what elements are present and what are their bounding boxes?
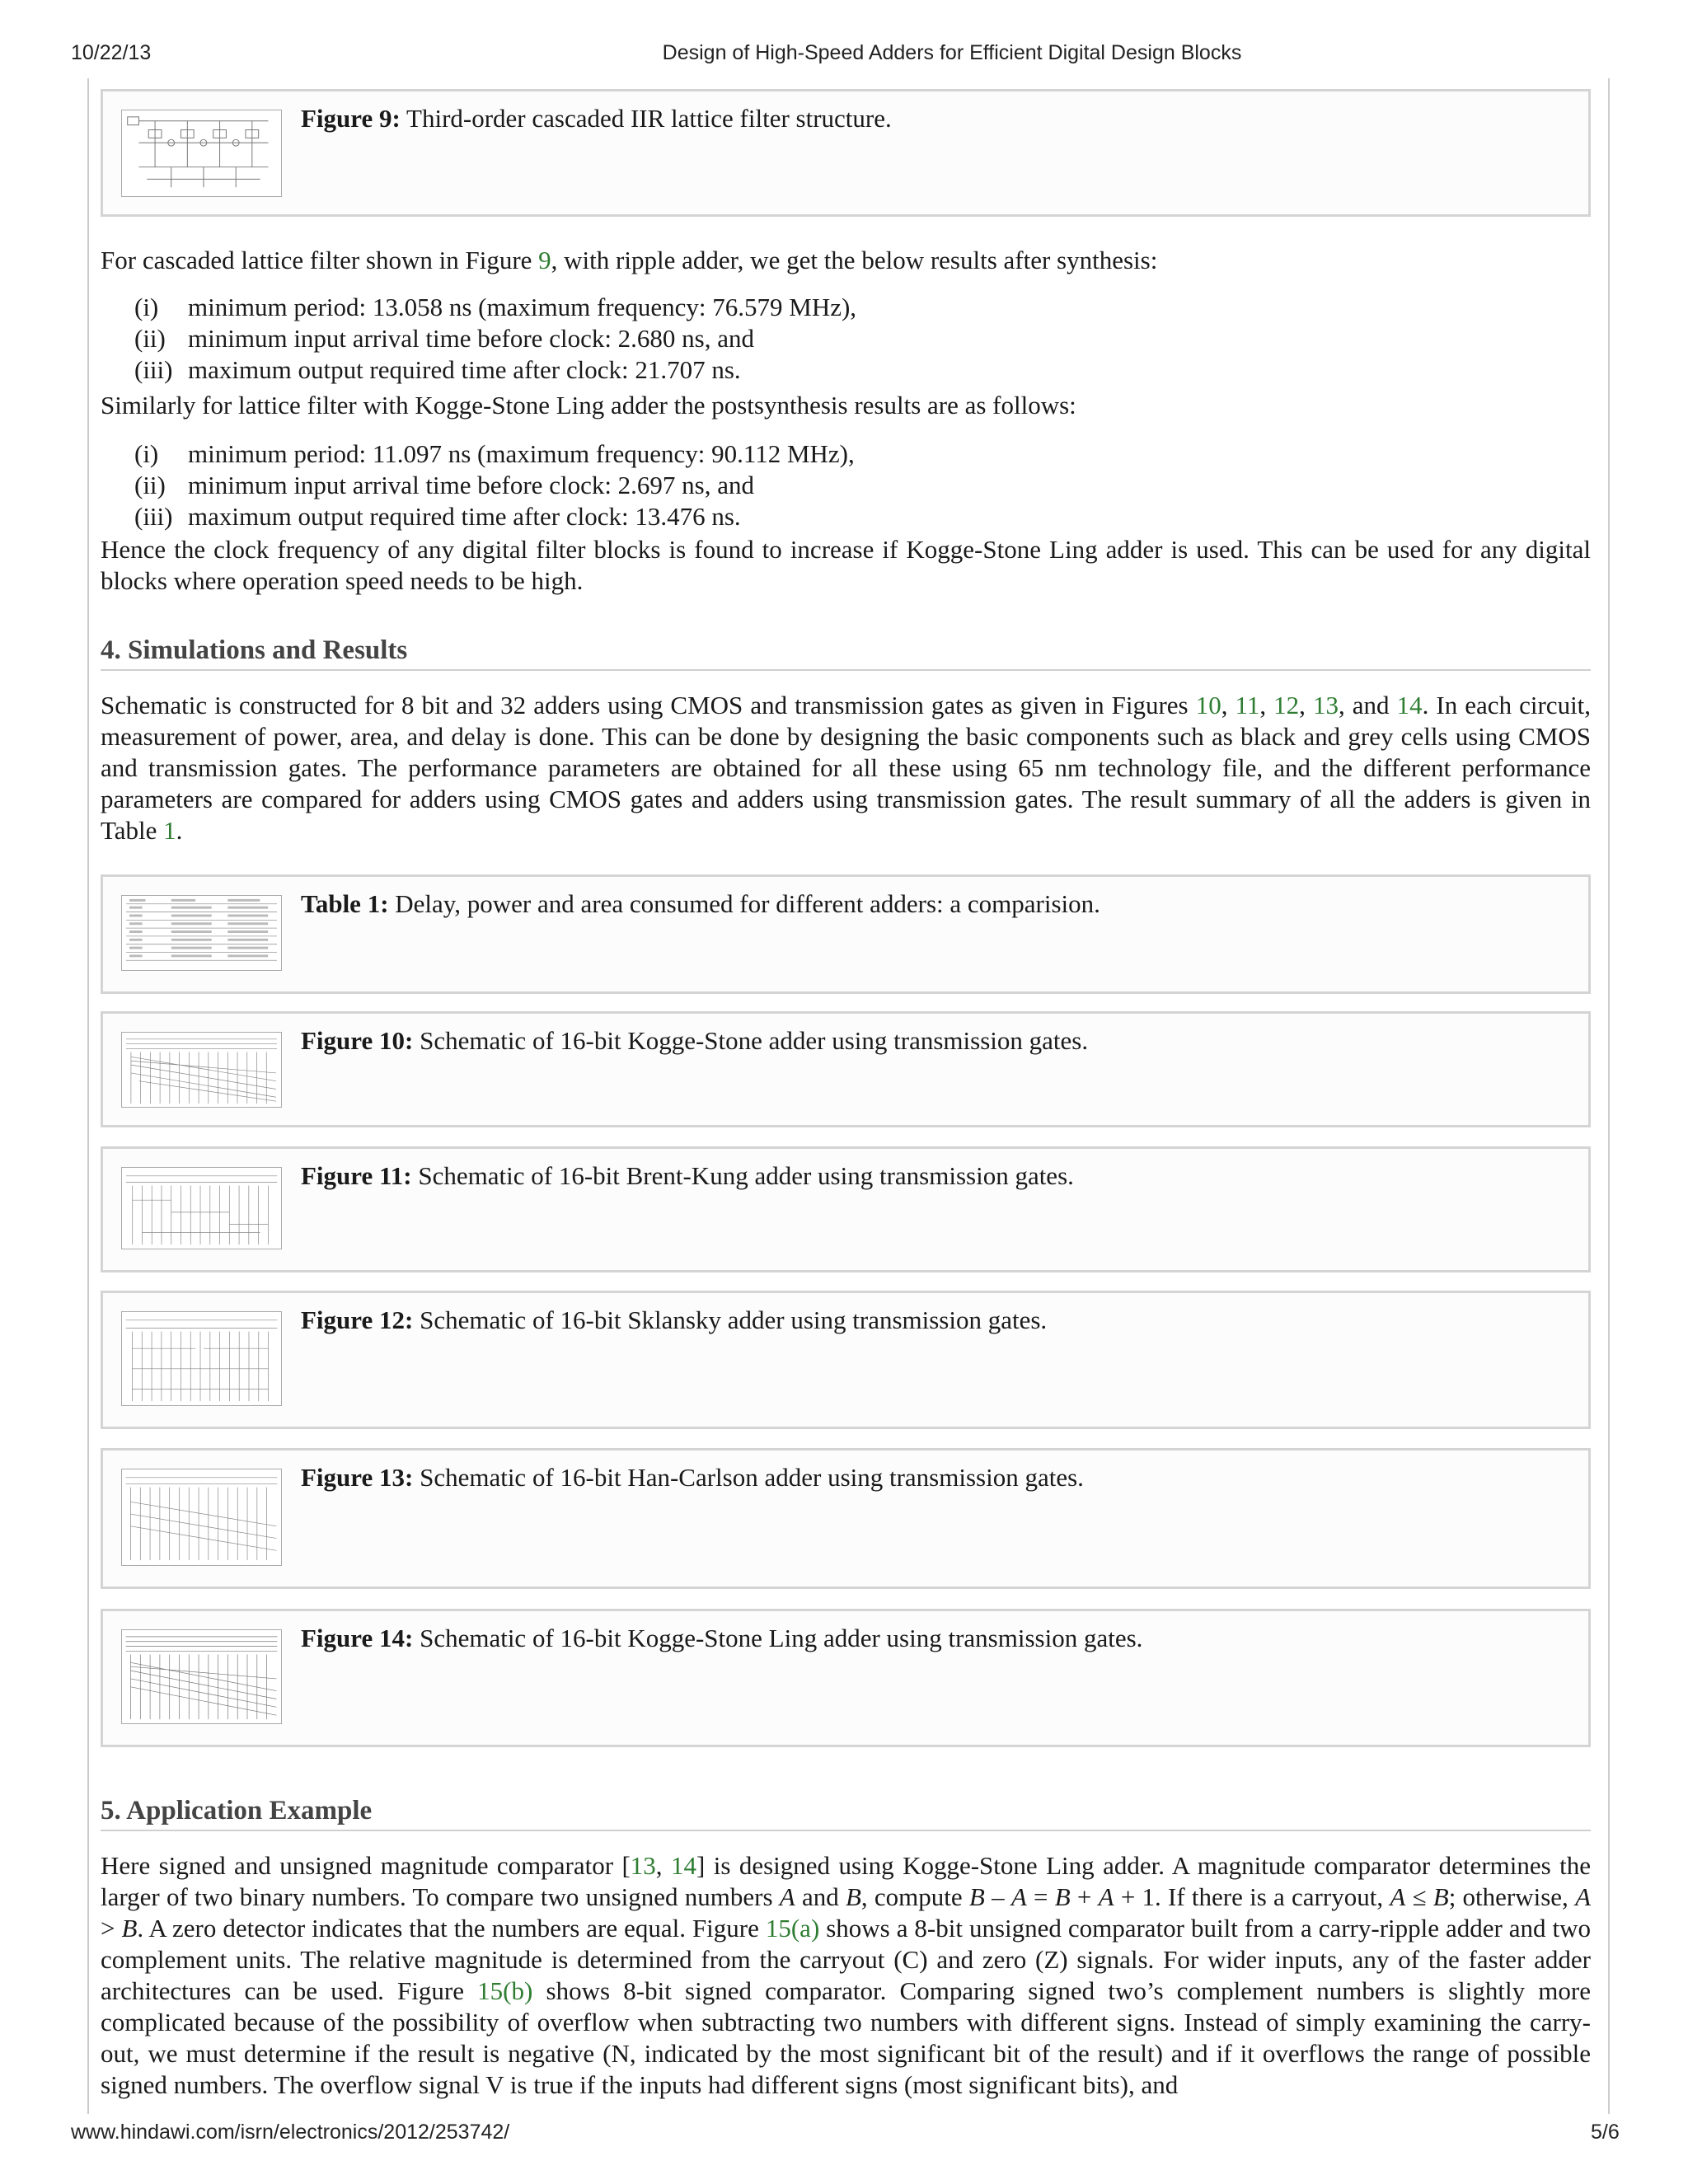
reference-14-link[interactable]: 14 <box>670 1851 696 1880</box>
print-date: 10/22/13 <box>71 41 152 64</box>
reference-13-link[interactable]: 13 <box>630 1851 656 1880</box>
figure-14-thumbnail[interactable] <box>121 1629 282 1724</box>
han-carlson-schematic-image <box>122 1469 281 1565</box>
right-border <box>1608 78 1610 2114</box>
figure-11-card[interactable] <box>101 1146 1591 1272</box>
list-item: (i) minimum period: 11.097 ns (maximum frequency: 90.112 MHz), <box>134 439 855 468</box>
table-1-thumbnail[interactable] <box>121 895 282 971</box>
figure-12-card[interactable] <box>101 1291 1591 1429</box>
paragraph-ripple-results-intro: For cascaded lattice filter shown in Figure 9, with ripple adder, we get the below results after synthesis: <box>101 246 1158 274</box>
figure-10-card[interactable] <box>101 1011 1591 1127</box>
figure-12-thumbnail[interactable] <box>121 1311 282 1406</box>
figure-13-thumbnail[interactable] <box>121 1469 282 1566</box>
page-number: 5/6 <box>1591 2121 1620 2144</box>
figure-14-caption: Figure 14: Schematic of 16-bit Kogge-Stone Ling adder using transmission gates. <box>301 1624 1143 1652</box>
ling-results-list <box>134 438 855 532</box>
print-url: www.hindawi.com/isrn/electronics/2012/253742/ <box>71 2121 510 2144</box>
figure-10-thumbnail[interactable] <box>121 1032 282 1108</box>
figure-12-link[interactable]: 12 <box>1273 691 1300 719</box>
figure-11-link[interactable]: 11 <box>1235 691 1260 719</box>
figure-9-caption: Figure 9: Third-order cascaded IIR lattice filter structure. <box>301 104 892 133</box>
list-item: (iii) maximum output required time after clock: 13.476 ns. <box>134 502 741 531</box>
table-1-card[interactable] <box>101 874 1591 994</box>
figure-11-thumbnail[interactable] <box>121 1167 282 1249</box>
figure-15a-link[interactable]: 15(a) <box>765 1914 820 1943</box>
kogge-stone-ling-schematic-image <box>122 1630 281 1723</box>
section-4-heading: 4. Simulations and Results <box>101 635 1591 671</box>
print-title: Design of High-Speed Adders for Efficient Digital Design Blocks <box>662 41 1242 64</box>
ripple-results-list <box>134 292 856 386</box>
sklansky-schematic-image <box>122 1312 281 1405</box>
figure-9-thumbnail[interactable] <box>121 110 282 197</box>
figure-13-caption: Figure 13: Schematic of 16-bit Han-Carlson adder using transmission gates. <box>301 1463 1084 1492</box>
table-thumbnail-image <box>122 896 281 970</box>
list-item: (i) minimum period: 13.058 ns (maximum frequency: 76.579 MHz), <box>134 293 857 321</box>
list-item: (ii) minimum input arrival time before clock: 2.680 ns, and <box>134 324 755 353</box>
section-5-heading: 5. Application Example <box>101 1796 1591 1831</box>
figure-14-link[interactable]: 14 <box>1396 691 1423 719</box>
paragraph-application-example: Here signed and unsigned magnitude comparator [13, 14] is designed using Kogge-Stone Ling adder. A magnitude comparator determines the larger of two binary numbers. To compare two unsigned numbers A and B, compute B – A = B + A + 1. If there is a carryout, A ≤ B; otherwise, A > B. A zero detector indicates that the numbers are equal. Figure 15(a) shows a 8-bit unsigned comparator built from a carry-ripple adder and two complement units. The relative magnitude is determined from the carryout (C) and zero (Z) signals. For wider inputs, any of the faster adder architectures can be used. Figure 15(b) shows 8-bit signed comparator. Comparing signed two’s complement numbers is slightly more complicated because of the possibility of overflow when subtracting two numbers with different signs. Instead of simply examining the carry-out, we must determine if the result is negative (N, indicated by the most significant bit of the result) and if it overflows the range of possible signed numbers. The overflow signal V is true if the inputs had different signs (most significant bits), and <box>101 1851 1592 2099</box>
figure-9-link[interactable]: 9 <box>538 246 551 274</box>
kogge-stone-schematic-image <box>122 1033 281 1107</box>
table-1-link[interactable]: 1 <box>163 816 176 845</box>
table-1-caption: Table 1: Delay, power and area consumed for different adders: a comparision. <box>301 889 1100 918</box>
figure-15b-link[interactable]: 15(b) <box>477 1976 533 2005</box>
paragraph-ling-results-intro: Similarly for lattice filter with Kogge-Stone Ling adder the postsynthesis results are as follows: <box>101 391 1076 419</box>
left-border <box>87 78 89 2114</box>
figure-12-caption: Figure 12: Schematic of 16-bit Sklansky adder using transmission gates. <box>301 1305 1048 1334</box>
figure-10-caption: Figure 10: Schematic of 16-bit Kogge-Stone adder using transmission gates. <box>301 1026 1089 1055</box>
figure-11-caption: Figure 11: Schematic of 16-bit Brent-Kung adder using transmission gates. <box>301 1161 1074 1190</box>
paragraph-conclusion: Hence the clock frequency of any digital filter blocks is found to increase if Kogge-Stone Ling adder is used. This can be used for any digital blocks where operation speed needs to be high. <box>101 535 1591 595</box>
figure-10-link[interactable]: 10 <box>1195 691 1221 719</box>
figure-9-card[interactable] <box>101 89 1591 217</box>
list-item: (iii) maximum output required time after clock: 21.707 ns. <box>134 355 741 384</box>
paragraph-simulations: Schematic is constructed for 8 bit and 32 adders using CMOS and transmission gates as given in Figures 10, 11, 12, 13, and 14. In each circuit, measurement of power, area, and delay is done. This can be done by designing the basic components such as black and grey cells using CMOS and transmission gates. The performance parameters are obtained for all these using 65 nm technology file, and the different performance parameters are compared for adders using CMOS gates and adders using transmission gates. The result summary of all the adders is given in Table 1. <box>101 691 1592 845</box>
brent-kung-schematic-image <box>122 1168 281 1249</box>
list-item: (ii) minimum input arrival time before clock: 2.697 ns, and <box>134 471 755 499</box>
figure-13-card[interactable] <box>101 1448 1591 1589</box>
lattice-filter-schematic-image <box>122 110 281 196</box>
figure-14-card[interactable] <box>101 1609 1591 1747</box>
figure-13-link[interactable]: 13 <box>1312 691 1339 719</box>
